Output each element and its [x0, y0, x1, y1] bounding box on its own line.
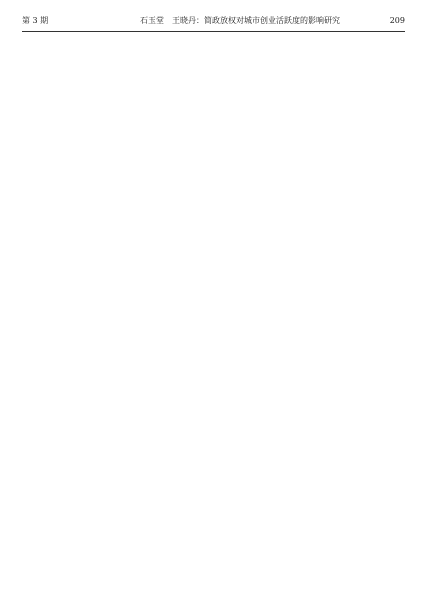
page-number: 209	[389, 16, 405, 25]
header-rule	[22, 31, 405, 32]
running-header	[22, 14, 405, 28]
issue-number: 第 3 期	[22, 16, 49, 25]
article-body	[22, 38, 405, 588]
authors-and-article-title: 石玉堂 王晓丹：简政放权对城市创业活跃度的影响研究	[140, 16, 340, 25]
